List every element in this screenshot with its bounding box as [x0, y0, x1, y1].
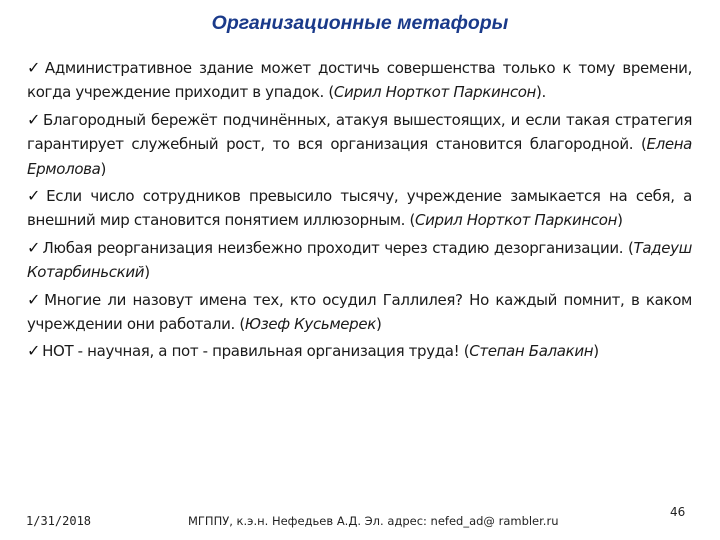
quote-author: Сирил Норткот Паркинсон: [415, 211, 618, 230]
quote-tail: ).: [536, 83, 546, 102]
quote-item: [27, 339, 692, 363]
checkmark-icon: ✓: [27, 186, 45, 206]
quote-author: Сирил Норткот Паркинсон: [333, 83, 537, 102]
quote-text: Многие ли назовут имена тех, кто осудил Галлилея? Но каждый помнит, в каком учреждении они работали. (: [27, 290, 692, 334]
quote-tail: ): [100, 159, 107, 178]
quote-tail: ): [144, 263, 150, 282]
quote-item: [27, 108, 692, 181]
quote-author: Елена Ермолова: [27, 135, 692, 178]
quote-text: Благородный бережёт подчинённых, атакуя вышестоящих, и если такая стратегия гарантирует служебный рост, то вся организация становится благородной. (: [27, 110, 692, 154]
quote-item: [27, 56, 692, 105]
quote-tail: ): [617, 211, 623, 230]
footer-author-contact: МГППУ, к.э.н. Нефедьев А.Д. Эл. адрес: nefed_ad@ rambler.ru: [188, 514, 559, 528]
footer-date: 1/31/2018: [26, 514, 92, 528]
checkmark-icon: ✓: [27, 109, 41, 129]
quote-author: Тадеуш Котарбиньский: [27, 238, 692, 282]
quote-tail: ): [593, 342, 599, 361]
quote-tail: ): [375, 315, 382, 334]
checkmark-icon: ✓: [27, 237, 41, 257]
checkmark-icon: ✓: [27, 58, 43, 77]
quote-item: [27, 288, 692, 337]
checkmark-icon: ✓: [27, 289, 43, 309]
quote-item: [27, 184, 692, 233]
quote-text: Административное здание может достичь совершенства только к тому времени, когда учреждение приходит в упадок. (: [27, 59, 692, 102]
quote-author: Юзеф Кусьмерек: [244, 315, 376, 334]
quote-text: НОТ - научная, а пот - правильная организация труда! (: [42, 342, 470, 361]
page-number: 46: [670, 505, 686, 519]
quote-text: Если число сотрудников превысило тысячу, учреждение замыкается на себя, а внешний мир становится понятием иллюзорным. (: [27, 187, 692, 230]
quote-text: Любая реорганизация неизбежно проходит через стадию дезорганизации. (: [42, 238, 634, 257]
quote-author: Степан Балакин: [469, 342, 594, 361]
quote-list: [27, 56, 692, 367]
checkmark-icon: ✓: [27, 341, 41, 361]
slide-title: Организационные метафоры: [211, 12, 509, 34]
quote-item: [27, 236, 692, 285]
